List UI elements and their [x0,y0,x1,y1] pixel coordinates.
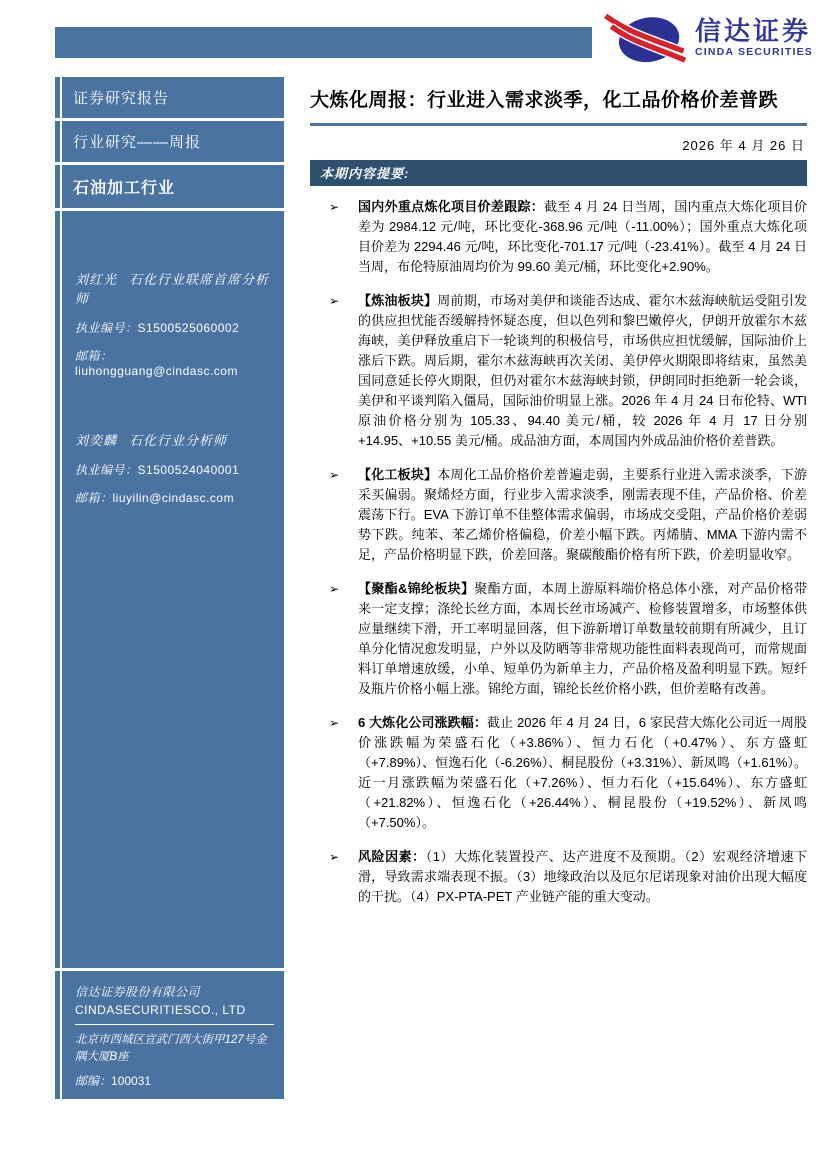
summary-bullet [310,579,807,699]
bullet-text: 本周化工品价格价差普遍走弱，主要系行业进入需求淡季，下游采买偏弱。聚烯烃方面，行业步入需求淡季，刚需表现不佳，产品价格、价差震荡下行。EVA 下游订单不佳整体需求偏弱，市场成交受阻，产品价格价差弱势下跌。纯苯、苯乙烯价格偏稳，价差小幅下跌。丙烯腈、MMA 下游内需不足，产品价格明显下跌，价差回落。聚碳酸酯价格有所下跌，价差明显收窄。 [358,467,807,562]
company-info-box [55,971,284,1099]
bullet-text: 聚酯方面，本周上游原料端价格总体小涨，对产品价格带来一定支撑；涤纶长丝方面，本周长丝市场减产、检修装置增多，市场整体供应量继续下滑，开工率明显回落，但下游新增订单数量较前期有所减少，且订单分化情况愈发明显，户外以及防晒等非常规功能性面料表现尚可，而常规面料订单增速放缓，小单、短单仍为新单主力，产品价格及盈利明显下跌。短纤及瓶片价格小幅上涨。锦纶方面，锦纶长丝价格小跌，但价差略有改善。 [358,581,807,696]
analyst-name: 刘红光 [75,272,118,287]
company-address: 北京市西城区宣武门西大街甲127号金隅大厦B座 [75,1034,267,1063]
report-date: 2026 年 4 月 26 日 [682,138,805,153]
company-postcode-line [75,1072,274,1089]
postcode-value: 100031 [111,1074,152,1088]
bullet-label: 【炼油板块】 [358,293,438,308]
bullet-arrow-icon: ➢ [329,468,340,482]
bullet-arrow-icon: ➢ [329,716,340,730]
sidebar-tag [55,165,284,208]
analyst-title: 石化行业联席首席分析师 [75,272,270,306]
sidebar-tags [55,77,284,208]
bullet-arrow-icon: ➢ [329,294,340,308]
company-name-en: CINDASECURITIESCO., LTD [75,1003,246,1017]
summary-bullet [310,847,807,907]
analyst-email-label: 邮箱： [75,491,113,505]
brand-wordmark [695,18,813,58]
company-address-block [75,1024,274,1089]
bullet-text: 截止 2026 年 4 月 24 日，6 家民营大炼化公司近一周股价涨跌幅为荣盛石化（+3.86%）、恒力石化（+0.47%）、东方盛虹（+7.89%）、恒逸石化（-6.26%）、桐昆股份（+3.31%）、新凤鸣（+1.61%）。近一月涨跌幅为荣盛石化（+7.26%）、恒力石化（+15.64%）、东方盛虹（+21.82%）、恒逸石化（+26.44%）、桐昆股份（+19.52%）、新凤鸣（+7.50%）。 [358,715,807,830]
analyst-info-box [55,211,284,968]
summary-list [310,197,807,907]
title-divider [310,123,807,126]
summary-bullet [310,713,807,833]
analyst-name: 刘奕麟 [75,433,118,448]
analyst-email: liuhongguang@cindasc.com [75,364,238,378]
analyst-email: liuyilin@cindasc.com [112,491,235,505]
sidebar-tag-label: 石油加工行业 [73,180,176,197]
analyst-title: 石化行业分析师 [129,433,228,448]
analyst-entry [75,430,274,506]
analyst-list [62,211,284,968]
bullet-label: 【化工板块】 [358,467,438,482]
sidebar-tag [55,77,284,118]
summary-bullet [310,291,807,451]
sidebar-tag-label: 证券研究报告 [73,90,170,107]
summary-bar [310,160,807,186]
summary-bullet [310,197,807,277]
cinda-logo-icon [604,10,686,66]
brand-name-cn: 信达证券 [695,16,812,47]
bullet-label: 国内外重点炼化项目价差跟踪： [358,199,545,214]
bullet-label: 风险因素： [358,849,426,864]
analyst-license: S1500524040001 [137,463,240,477]
analyst-license: S1500525060002 [137,321,240,335]
report-title: 大炼化周报：行业进入需求淡季，化工品价格价差普跌 [310,90,779,111]
analyst-license-label: 执业编号： [75,463,138,477]
bullet-arrow-icon: ➢ [329,850,340,864]
bullet-label: 6 大炼化公司涨跌幅： [358,715,488,730]
bullet-text: 周前期，市场对美伊和谈能否达成、霍尔木兹海峡航运受阻引发的供应担忧能否缓解持怀疑态度，但以色列和黎巴嫩停火，伊朗开放霍尔木兹海峡，美伊释放重启下一轮谈判的积极信号，市场供应担忧缓解，国际油价上涨后下跌。周后期，霍尔木兹海峡再次关闭、美伊停火期限即将结束，虽然美国同意延长停火期限，但仍对霍尔木兹海峡封锁，伊朗同时拒绝新一轮会谈，美伊和平谈判陷入僵局，国际油价明显上涨。2026 年 4 月 24 日布伦特、WTI 原油价格分别为 105.33、94.40 美元/桶，较 2026 年 4 月 17 日分别+14.95、+10.55 美元/桶。成品油方面，本周国内外成品油价格价差普跌。 [358,293,807,448]
main-content [310,88,807,921]
bullet-text: 截至 4 月 24 日当周，国内重点大炼化项目价差为 2984.12 元/吨，环比变化-368.96 元/吨（-11.00%）；国外重点大炼化项目价差为 2294.46 元/吨，环比变化-701.17 元/吨（-23.41%）。截至 4 月 24 日当周，布伦特原油周均价为 99.60 美元/桶，环比变化+2.90%。 [358,199,807,274]
postcode-label: 邮编： [75,1074,112,1088]
bullet-label: 【聚酯&锦纶板块】 [358,581,475,596]
analyst-email-label: 邮箱： [75,349,113,363]
top-accent-bar [55,27,592,58]
bullet-arrow-icon: ➢ [329,582,340,596]
brand-name-en: CINDA SECURITIES [695,46,813,59]
brand-logo [604,10,813,66]
sidebar [55,77,284,1102]
summary-bullet [310,465,807,565]
summary-bar-label: 本期内容提要: [320,166,410,181]
sidebar-tag-label: 行业研究——周报 [73,134,202,151]
company-name-cn: 信达证券股份有限公司 [75,985,201,999]
bullet-arrow-icon: ➢ [329,200,340,214]
analyst-license-label: 执业编号： [75,321,138,335]
analyst-entry [75,269,274,378]
sidebar-tag [55,121,284,162]
bullet-text: （1）大炼化装置投产、达产进度不及预期。（2）宏观经济增速下滑，导致需求端表现不振。（3）地缘政治以及厄尔尼诺现象对油价出现大幅度的干扰。（4）PX-PTA-PET 产业链产能的重大变动。 [358,849,807,904]
